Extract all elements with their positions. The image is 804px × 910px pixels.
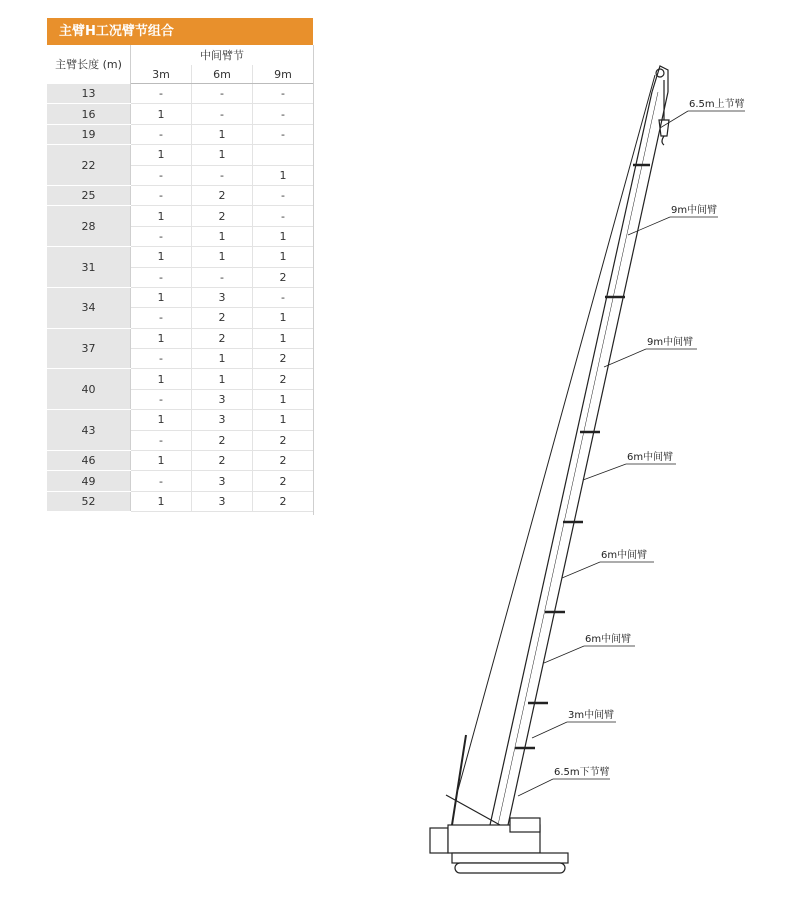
section-count-cell: 2 — [253, 349, 314, 369]
section-count-cell: - — [131, 471, 192, 491]
section-count-cell: - — [253, 124, 314, 144]
cab — [510, 818, 540, 832]
section-count-cell: 1 — [192, 226, 253, 246]
label-6m-a: 6m中间臂 — [627, 452, 674, 463]
section-count-cell: 3 — [192, 287, 253, 307]
mast — [452, 735, 466, 825]
section-count-cell: 1 — [253, 389, 314, 409]
label-3m: 3m中间臂 — [568, 710, 615, 721]
section-count-cell: - — [131, 84, 192, 104]
section-count-cell: 2 — [192, 328, 253, 348]
section-count-cell: 1 — [131, 104, 192, 124]
section-count-cell: - — [131, 308, 192, 328]
section-count-cell: - — [131, 165, 192, 185]
section-count-cell: 1 — [131, 451, 192, 471]
section-count-cell: 2 — [192, 206, 253, 226]
section-count-cell: 2 — [253, 451, 314, 471]
label-6m-c: 6m中间臂 — [585, 634, 632, 645]
section-count-cell: 1 — [131, 145, 192, 165]
section-count-cell: - — [192, 104, 253, 124]
boom-length-cell: 19 — [47, 124, 131, 144]
table-title: 主臂H工况臂节组合 — [47, 18, 313, 45]
section-count-cell: - — [131, 124, 192, 144]
boom-length-cell: 28 — [47, 206, 131, 247]
section-count-cell: 1 — [192, 369, 253, 389]
base-machine — [430, 818, 568, 873]
section-count-cell: 1 — [192, 145, 253, 165]
section-count-cell: - — [131, 430, 192, 450]
section-count-cell: 1 — [131, 369, 192, 389]
section-count-cell: - — [131, 389, 192, 409]
label-9m-lower: 9m中间臂 — [647, 337, 694, 348]
section-count-cell: - — [131, 185, 192, 205]
section-count-cell: - — [131, 267, 192, 287]
section-count-cell: - — [253, 206, 314, 226]
section-count-cell: - — [192, 267, 253, 287]
label-base-section: 6.5m下节臂 — [554, 767, 610, 778]
section-count-cell: 2 — [253, 430, 314, 450]
track-frame — [452, 853, 568, 863]
boom-length-cell: 37 — [47, 328, 131, 369]
section-count-cell: 1 — [253, 410, 314, 430]
col-3m-header: 3m — [131, 65, 192, 84]
length-column-header: 主臂长度 (m) — [47, 45, 131, 84]
section-count-cell: 3 — [192, 389, 253, 409]
boom-length-cell: 52 — [47, 491, 131, 511]
section-count-cell: - — [192, 84, 253, 104]
section-count-cell: 1 — [253, 308, 314, 328]
section-count-cell: 2 — [192, 430, 253, 450]
boom-length-cell: 43 — [47, 410, 131, 451]
boom-length-cell: 25 — [47, 185, 131, 205]
section-count-cell: - — [253, 185, 314, 205]
section-count-cell: - — [131, 349, 192, 369]
section-count-cell: 3 — [192, 491, 253, 511]
boom-length-cell: 31 — [47, 247, 131, 288]
section-count-cell: 2 — [253, 267, 314, 287]
section-count-cell: 1 — [192, 124, 253, 144]
boom-length-cell: 16 — [47, 104, 131, 124]
section-count-cell: 1 — [131, 247, 192, 267]
section-count-cell: 1 — [131, 410, 192, 430]
section-count-cell: - — [253, 287, 314, 307]
section-count-cell: 1 — [192, 349, 253, 369]
col-6m-header: 6m — [192, 65, 253, 84]
section-count-cell: 1 — [131, 328, 192, 348]
label-6m-b: 6m中间臂 — [601, 550, 648, 561]
boom-length-cell: 40 — [47, 369, 131, 410]
section-count-cell: 1 — [253, 328, 314, 348]
label-9m-upper: 9m中间臂 — [671, 205, 718, 216]
boom-length-cell: 13 — [47, 84, 131, 104]
section-count-cell: 2 — [192, 308, 253, 328]
section-count-cell: 1 — [192, 247, 253, 267]
crawler-track — [455, 863, 565, 873]
hook — [662, 136, 664, 145]
col-9m-header: 9m — [253, 65, 314, 84]
section-count-cell: 3 — [192, 410, 253, 430]
section-count-cell: 2 — [192, 185, 253, 205]
counterweight — [430, 828, 448, 853]
section-count-cell: 1 — [131, 491, 192, 511]
boom-length-cell: 34 — [47, 287, 131, 328]
section-count-cell: 3 — [192, 471, 253, 491]
boom-length-cell: 22 — [47, 145, 131, 186]
section-count-cell: 1 — [253, 247, 314, 267]
section-count-cell: 2 — [253, 471, 314, 491]
boom-length-cell: 49 — [47, 471, 131, 491]
section-count-cell: 1 — [131, 206, 192, 226]
section-count-cell: - — [131, 226, 192, 246]
tip-sheave — [656, 69, 664, 77]
boom — [446, 66, 669, 825]
intermediate-section-header: 中间臂节 — [200, 49, 244, 62]
label-top-section: 6.5m上节臂 — [689, 99, 745, 110]
section-count-cell: 2 — [253, 369, 314, 389]
section-count-cell: 1 — [253, 165, 314, 185]
section-count-cell: 1 — [253, 226, 314, 246]
section-count-cell: - — [192, 165, 253, 185]
section-count-cell: 2 — [192, 451, 253, 471]
section-count-cell: 2 — [253, 491, 314, 511]
section-count-cell: 1 — [131, 287, 192, 307]
boom-length-cell: 46 — [47, 451, 131, 471]
pendant-line — [458, 75, 655, 790]
section-count-cell: - — [253, 84, 314, 104]
section-count-cell: - — [253, 104, 314, 124]
